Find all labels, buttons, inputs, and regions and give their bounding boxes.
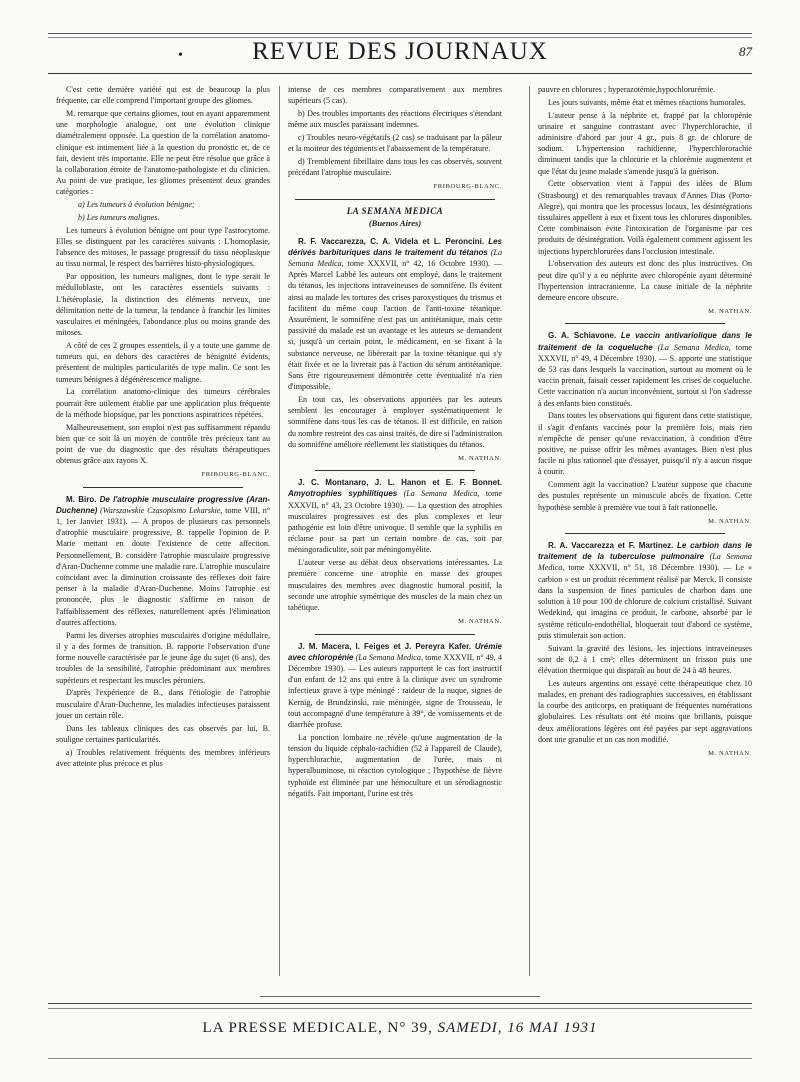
article-heading — [538, 540, 752, 641]
article-heading — [538, 330, 752, 408]
paragraph: M. remarque que certains gliomes, tout en ayant apparemment une morphologie analogue, ont une évolution clinique diamétralement opposée. La question de la corrélation anatomo-clinique est intimement liée à la question du pronostic et, de ce fait, devient très importante. Elle ne peut être résolue que grâce à la collaboration étroite de l'anatomo-pathologiste et du clinicien. Au point de vue pratique, les gliomes présentent deux grandes catégories : — [56, 109, 270, 197]
paragraph: La corrélation anatomo-clinique des tumeurs cérébrales pourrait être utilement établie par une application plus fréquente de la méthode biopsique, par les ponctions aspiratrices répétées. — [56, 387, 270, 419]
article-lead: A propos de plusieurs cas personnels d'atrophie musculaire progressive, B. rappelle l'opinion de P. Marie mettant en doute l'existence de cette affection. Personnellement, B. considère l'atrophie musculaire progressive d'Aran-Duchenne comme une maladie rare. L'atrophie musculaire coïncidant avec la diminution croissante des réflexes doit faire penser à la maladie d'Aran-Duchenne. Moins l'atrophie est prononcée, plus le diagnostic s'affirme en raison de l'affaiblissement des réflexes, naturellement après l'élimination d'autres affections. — [56, 517, 270, 627]
paragraph: Suivant la gravité des lésions, les injections intraveineuses sont de 0,2 à 1 cm³; elles déterminent un frisson puis une élévation thermique qui disparaît au bout de 24 à 48 heures. — [538, 643, 752, 675]
paragraph: Malheureusement, son emploi n'est pas suffisamment répandu bien que ce soit là un moyen de contrôle très précieux tant au point de vue du diagnostic que des résultats thérapeutiques obtenus grâce aux rayons X. — [56, 422, 270, 466]
category-item: b) Les tumeurs malignes. — [78, 213, 160, 223]
signature: FRIBOURG-BLANC. — [433, 183, 502, 191]
article-lead: Le « carbion » est un produit récemment réalisé par Merck. Il consiste dans la suspension de fines particules de charbon dans une solution à 10 pour 100 de chlorure de calcium cristallisé. Suivant Wedekind, qui imagina ce produit, le carbone, absorbé par le système réticulo-endothélial, bloquerait tout d'abord ce système, puis stimulerait son action. — [538, 563, 753, 640]
article-author: G. A. Schiavone. — [548, 331, 617, 341]
article-citation: tome XXXVII, n° 49, 4 Décembre 1930). — — [538, 342, 752, 363]
article-lead: Les auteurs rapportent le cas fort instructif d'un enfant de 12 ans qui entre à la clinique avec un syndrome infectieux grave à type méningé : raideur de la nuque, signes de Kernig, de Brundzinski, raie méningée, signe de Trousseau, le tout accompagné d'une température à 39°, de vomissements et de diarrhée profuse. — [288, 663, 502, 729]
article-source: (La Semana Medica, — [403, 489, 480, 499]
paragraph: Les auteurs argentins ont essayé cette thérapeutique chez 10 malades, en prenant des radiographies successives, en établissant la courbe des anticorps, en pratiquant de fréquentes numérations globulaires. Les résultats ont été moins que brillants, puisque deux améliorations légères ont été payées par sept aggravations dont une granulie et un cas non modifié. — [538, 678, 752, 744]
article-author: R. A. Vaccarezza et F. Martinez. — [548, 541, 674, 551]
article-author: R. F. Vaccarezza, C. A. Videla et L. Peroncini. — [298, 236, 485, 246]
page-header — [48, 38, 752, 72]
paragraph: a) Troubles relativement fréquents des membres inférieurs avec atteinte plus précoce et plus — [56, 747, 270, 768]
paragraph: L'auteur pense à la néphrite et, frappé par la chloropénie urinaire et sanguine contrastant avec l'hyperchlorachie, il administre d'abord par jour 4 gr., puis 8 gr. de chlorure de sodium. L'hypertension rachidienne, l'hyperchlororachie diminuent tandis que la chlorurie et la chlorémie augmentent et que l'état du jeune malade s'amende jusqu'à la guérison. — [538, 110, 752, 176]
page-number: 87 — [739, 44, 752, 59]
header-rule — [48, 73, 752, 74]
article-author: J. C. Montanaro, J. L. Hanon et E. F. Bonnet. — [298, 478, 502, 488]
article-source: (Warszawskie Czasopismo Lekarskie, — [100, 505, 223, 515]
article-source: (La Semana Medica, — [288, 247, 502, 269]
paragraph: pauvre en chlorures ; hyperazotémie,hypochlorurémie. — [538, 85, 716, 94]
column-divider — [529, 86, 530, 976]
paragraph: Les tumeurs à évolution bénigne ont pour type l'astrocytome. Elles se distinguent par les caractères suivants : L'homoplasie, l'absence des mitoses, le passage progressif du tissu néoplasique au tissu normal, le respect des barrières histo-physiologiques. — [56, 225, 270, 269]
page-footer — [48, 1020, 752, 1037]
paragraph: La ponction lombaire ne révèle qu'une augmentation de la tension du liquide céphalo-rachidien (52 à l'appareil de Claude), hyperchlorachie, augmentation de l'urée, mais ni hyperalbuminose, ni réaction cytologique ; l'hypothèse de fièvre typhoïde est éliminée par une hémoculture et un sérodiagnostic négatifs. Fait important, l'urine est très — [288, 732, 502, 798]
paragraph: L'observation des auteurs est donc des plus instructives. On peut dire qu'il y a eu néphrite avec chloropénie ayant déterminé l'hypertension intracranienne. La cause initiale de la néphrite demeure encore obscure. — [538, 259, 752, 303]
article-citation: tome XXXVII, n° 49, 4 Décembre 1930). — — [288, 652, 502, 673]
column-divider — [279, 86, 280, 976]
article-separator — [565, 323, 725, 324]
paragraph: Comment agit la vaccination? L'auteur suppose que chacune des pustules représente un minuscule abcès de fixation. Cette hypothèse semble à première vue tout à fait rationnelle. — [538, 480, 752, 512]
running-title: REVUE DES JOURNAUX — [252, 38, 548, 65]
article-author: J. M. Macera, I. Feiges et J. Pereyra Kafer. — [298, 641, 471, 651]
paragraph: Cette observation vient à l'appui des idées de Blum (Strasbourg) et des remarquables travaux d'Annes Dias (Porto-Alegre), qui montra que les processus locaux, les désintégrations tissulaires appellent à eux et fixent tous les chlorures disponibles. Cette combinaison évite l'intoxication de l'organisme par ces produits de désintégration. Voilà également comment agissent les injections hyperchlorurées dans l'occlusion intestinale. — [538, 179, 752, 256]
footer-ornament-rule — [260, 996, 540, 997]
signature: M. NATHAN. — [708, 308, 752, 316]
article-citation: tome XXXVII, n° 51, 18 Décembre 1930). — — [568, 563, 732, 573]
section-title: LA SEMANA MEDICA — [346, 205, 444, 216]
footer-journal: LA PRESSE MEDICALE, N° 39, — [202, 1020, 433, 1036]
footer-date: SAMEDI, 16 MAI 1931 — [437, 1020, 598, 1036]
article-author: M. Biro. — [66, 494, 97, 504]
paragraph: d) Tremblement fibrillaire dans tous les cas observés, souvent précédant l'atrophie musculaire. — [288, 157, 502, 178]
paragraph: Parmi les diverses atrophies musculaires d'origine médullaire, il y a des formes de transition. B. rapporte l'observation d'une forme nouvelle caractérisée par le jeune âge du sujet (6 ans), des troubles de la sensibilité, l'atrophie prédominant aux membres supérieurs et respectant les muscles péroniers. — [56, 630, 270, 685]
article-source: (La Semana Medica, — [355, 652, 423, 662]
article-title: Le vaccin antivariolique dans le traitement de la coqueluche — [538, 331, 752, 352]
article-title: De l'atrophie musculaire progressive (Aran-Duchenne) — [56, 494, 270, 515]
article-title: Les dérivés barbituriques dans le traitement du tétanos — [288, 236, 503, 257]
category-item: a) Les tumeurs à évolution bénigne; — [78, 200, 195, 210]
article-source: (La Semana Medica, — [538, 552, 752, 573]
column-1 — [56, 84, 270, 771]
article-title: Urémie avec chloropénie — [288, 641, 502, 662]
footer-bottom-rule — [48, 1058, 752, 1059]
signature: M. NATHAN. — [458, 618, 502, 626]
article-heading — [288, 641, 502, 731]
paragraph: Par opposition, les tumeurs malignes, dont le type serait le médulloblaste, ont les caractères essentiels suivants : L'hétéroplasie, la distinction des éléments nerveux, une délimitation nette de la tumeur, la tendance à franchir les limites vasculaires et méningées, l'abondance plus ou moins grande des mitoses. — [56, 272, 270, 338]
article-lead: La question des atrophies musculaires progressives est des plus complexes et leur pathogénie est loin d'être univoque. Il semble que la syphilis en réclame pour sa part un certain nombre de cas, soit par méningoradiculite, soit par méningomyélite. — [288, 500, 502, 555]
article-heading — [288, 236, 502, 393]
paragraph: L'auteur verse au débat deux observations intéressantes. La première concerne une atrophie en masse des groupes musculaires des membres avec diagnostic humoral positif, la seconde une atrophie symétrique des muscles de la main chez un tabétique. — [288, 558, 502, 613]
column-3 — [538, 84, 752, 762]
article-heading — [288, 477, 502, 555]
footer-rule — [48, 1008, 752, 1009]
footer-rule — [48, 1003, 752, 1004]
article-lead: Après Marcel Labbé les auteurs ont employé, dans le traitement du tétanos, les injections intraveineuses de somnifène. Ils évitent ainsi au malade les tortures des crises paroxystiques du trismus et facilitent du même coup l'action de l'anti-toxine tétanique. Assurément, le somnifène n'est pas un antitétanique, mais cette passivité du malade est un avantage et les auteurs se demandent si, jusqu'à un certain point, le médicament, en se fixant à la substance nerveuse, ne libérerait par la toxine tétanique qui s'y était fixée et ne la livrerait pas à l'action du sérum antitétanique. Sans être rigoureusement démontrée cette éventualité n'a rien d'impossible. — [288, 270, 502, 392]
signature: FRIBOURG-BLANC. — [201, 471, 270, 479]
paragraph: Dans les tableaux cliniques des cas observés par lui, B. souligne certaines particularités. — [56, 723, 270, 744]
article-title: Amyotrophies syphilitiques — [288, 489, 398, 499]
paragraph: Dans toutes les observations qui figurent dans cette statistique, il s'agit d'enfants vaccinés pour la première fois, mais rien n'empêche de penser qu'une revaccination, à condition d'être positive, ne puisse offrir les mêmes avantages. Bien n'est plus facile ni plus rationnel que d'essayer, puisqu'il n'y a aucun risque à courir. — [538, 411, 752, 477]
article-heading — [56, 494, 270, 628]
article-separator — [295, 199, 495, 200]
article-citation: tome XXXVII, n° 43, 23 Octobre 1930). — — [288, 489, 502, 510]
article-lead: S. apporte une statistique de 53 cas dans lesquels la vaccination, surtout au moment où le vaccin prenait, faisait cesser rapidement les crises de coqueluche. Cette vaccination n'a aucun inconvénient, surtout si l'on s'adresse à des enfants bien constitués. — [538, 353, 752, 408]
paragraph: c) Troubles neuro-végétatifs (2 cas) se traduisant par la pâleur et la moiteur des téguments et l'abaissement de la température. — [288, 133, 502, 154]
article-source: (La Semana Medica, — [657, 342, 731, 352]
paragraph: Les jours suivants, même état et mêmes réactions humorales. — [548, 97, 746, 107]
signature: M. NATHAN. — [708, 517, 752, 525]
signature: M. NATHAN. — [458, 455, 502, 463]
paragraph: En tout cas, les observations apportées par les auteurs semblent les encourager à employer systématiquement le somnifène dans tous les cas de tétanos. Il est difficile, en raison du nombre restreint des cas ainsi traités, de dire si l'administration du somnifène améliore réellement les statistiques du tétanos. — [288, 395, 502, 449]
article-citation: tome VIII, n° 1, 1er Janvier 1931). — — [56, 505, 270, 527]
paragraph: A côté de ces 2 groupes essentiels, il y a toute une gamme de tumeurs qui, en dehors des caractères de bénignité évidents, présentent de multiples particularités de type malin. Ce sont les tumeurs bénignes à dégénérescence maligne. — [56, 341, 270, 384]
header-bullet: • — [178, 48, 183, 63]
paragraph: D'après l'expérience de B., dans l'étiologie de l'atrophie musculaire d'Aran-Duchenne, les maladies infectieuses paraissent jouer un certain rôle. — [56, 688, 270, 720]
signature: M. NATHAN. — [708, 749, 752, 757]
paragraph: b) Des troubles importants des réactions électriques s'étendant même aux muscles paraissant indemnes. — [288, 109, 502, 130]
column-2 — [288, 84, 502, 801]
article-separator — [315, 634, 475, 635]
article-separator — [315, 470, 475, 471]
section-subtitle: (Buenos Aires) — [368, 218, 422, 229]
article-separator — [83, 487, 243, 488]
paragraph: intense de ces membres comparativement aux membres supérieurs (5 cas). — [288, 85, 502, 106]
article-title: Le carbion dans le traitement de la tuberculose pulmonaire — [538, 541, 753, 562]
article-citation: tome XXXVII, n° 42, 16 Octobre 1930). — — [347, 259, 502, 269]
paragraph: C'est cette dernière variété qui est de beaucoup la plus fréquente, car elle comprend l'important groupe des gliomes. — [56, 85, 270, 106]
article-separator — [565, 533, 725, 534]
